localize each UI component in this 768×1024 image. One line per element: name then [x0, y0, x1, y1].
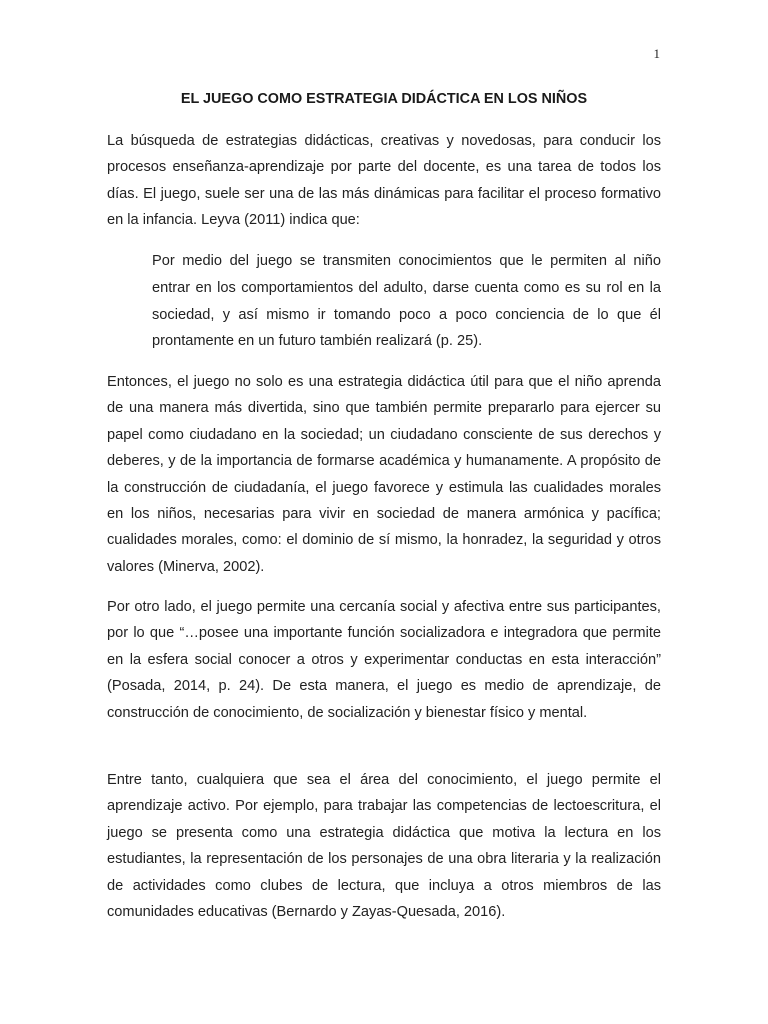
paragraph-social: Por otro lado, el juego permite una cercanía social y afectiva entre sus participantes, por lo que “…posee una importante función socializadora e integradora que permite en la esfera social conocer a otros y experimentar conductas en esta interacción” (Posada, 2014, p. 24). De esta manera, el juego es medio de aprendizaje, de construcción de conocimiento, de socialización y bienestar físico y mental.: [107, 599, 661, 721]
block-quote: Por medio del juego se transmiten conocimientos que le permiten al niño entrar en los comportamientos del adulto, darse cuenta como es su rol en la sociedad, y así mismo ir tomando poco a poco conciencia de lo que él prontamente en un futuro también realizará (p. 25).: [152, 253, 661, 350]
paragraph-active-learning: Entre tanto, cualquiera que sea el área del conocimiento, el juego permite el aprendizaje activo. Por ejemplo, para trabajar las competencias de lectoescritura, el juego se presenta como una estrategia didáctica que motiva la lectura en los estudiantes, la representación de los personajes de una obra literaria y la realización de actividades como clubes de lectura, que incluya a otros miembros de las comunidades educativas (Bernardo y Zayas-Quesada, 2016).: [107, 772, 661, 921]
page-number: 1: [653, 46, 660, 61]
paragraph-intro: La búsqueda de estrategias didácticas, creativas y novedosas, para conducir los procesos enseñanza-aprendizaje por parte del docente, es una tarea de todos los días. El juego, suele ser una de las más dinámicas para facilitar el proceso formativo en la infancia. Leyva (2011) indica que:: [107, 133, 661, 229]
paragraph-citizenship: Entonces, el juego no solo es una estrategia didáctica útil para que el niño aprenda de una manera más divertida, sino que también permite prepararlo para ejercer su papel como ciudadano en la sociedad; un ciudadano consciente de sus derechos y deberes, y de la importancia de formarse académica y humanamente. A propósito de la construcción de ciudadanía, el juego favorece y estimula las cualidades morales en los niños, necesarias para vivir en sociedad de manera armónica y pacífica; cualidades morales, como: el dominio de sí mismo, la honradez, la seguridad y otros valores (Minerva, 2002).: [107, 374, 661, 575]
document-title: EL JUEGO COMO ESTRATEGIA DIDÁCTICA EN LOS NIÑOS: [180, 91, 588, 107]
